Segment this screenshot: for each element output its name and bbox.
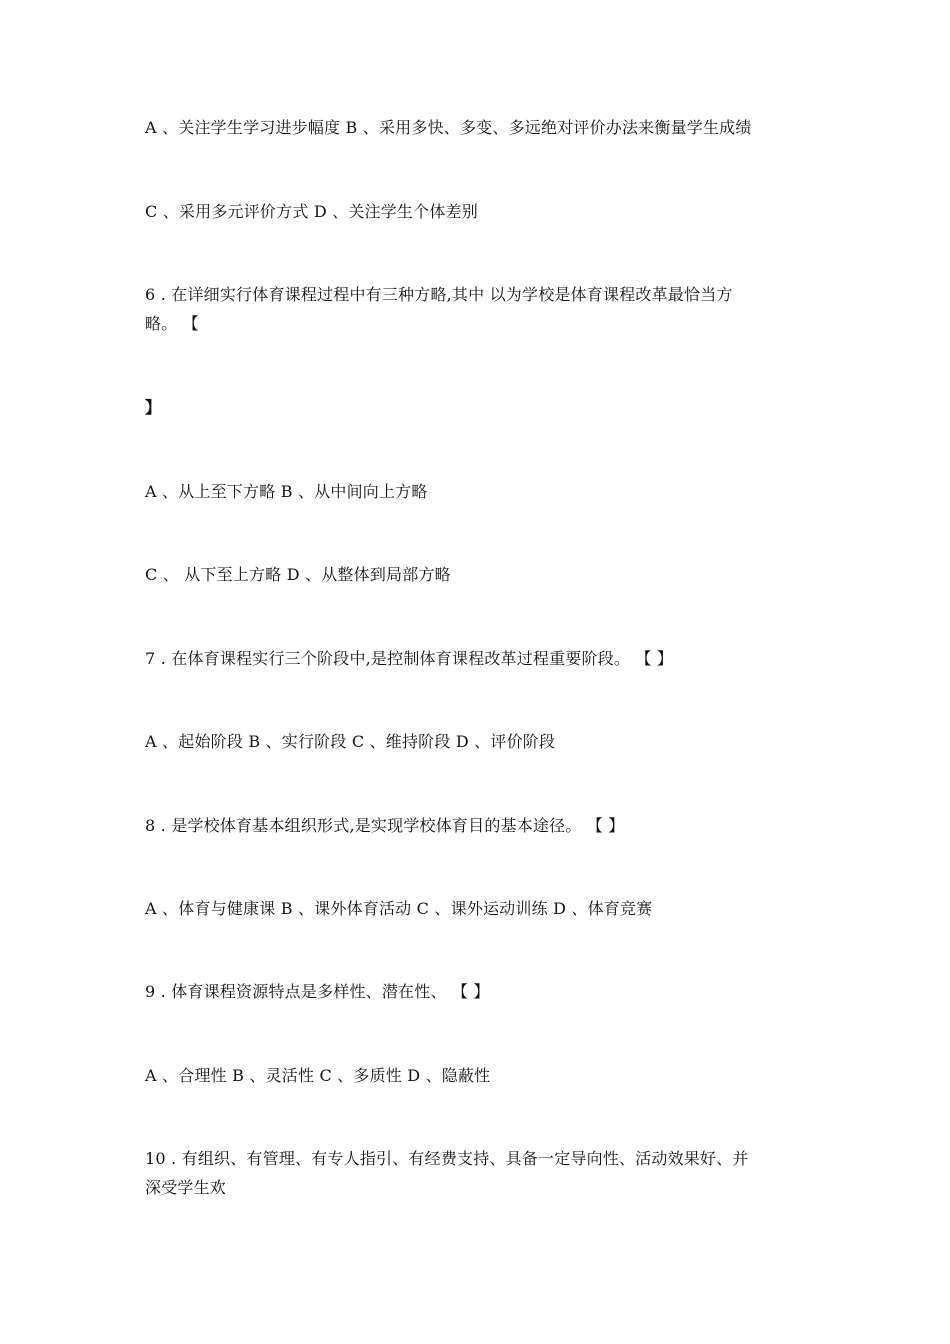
q9-question: 9 . 体育课程资源特点是多样性、潜在性、 【 】 bbox=[145, 982, 490, 1001]
q10-question-line1: 10 . 有组织、有管理、有专人指引、有经费支持、具备一定导向性、活动效果好、并 bbox=[145, 1149, 749, 1168]
q6-answer-bracket-close: 】 bbox=[145, 398, 162, 417]
q6-question-line1: 6 . 在详细实行体育课程过程中有三种方略,其中 以为学校是体育课程改革最恰当方 bbox=[145, 285, 733, 304]
q6-options-cd: C 、 从下至上方略 D 、从整体到局部方略 bbox=[145, 565, 451, 584]
q6-options-ab: A 、从上至下方略 B 、从中间向上方略 bbox=[145, 482, 428, 501]
q5-options-ab: A 、关注学生学习进步幅度 B 、采用多快、多变、多远绝对评价办法来衡量学生成绩 bbox=[145, 118, 752, 137]
q8-options: A 、体育与健康课 B 、课外体育活动 C 、课外运动训练 D 、体育竞赛 bbox=[145, 899, 653, 918]
q7-options: A 、起始阶段 B 、实行阶段 C 、维持阶段 D 、评价阶段 bbox=[145, 732, 556, 751]
q10-question-line2: 深受学生欢 bbox=[145, 1178, 227, 1197]
q7-question: 7 . 在体育课程实行三个阶段中,是控制体育课程改革过程重要阶段。 【 】 bbox=[145, 649, 674, 668]
q5-options-cd: C 、采用多元评价方式 D 、关注学生个体差别 bbox=[145, 202, 478, 221]
q6-question-line2: 略。 【 bbox=[145, 314, 199, 333]
q9-options: A 、合理性 B 、灵活性 C 、多质性 D 、隐蔽性 bbox=[145, 1066, 491, 1085]
q8-question: 8 . 是学校体育基本组织形式,是实现学校体育目的基本途径。 【 】 bbox=[145, 816, 625, 835]
